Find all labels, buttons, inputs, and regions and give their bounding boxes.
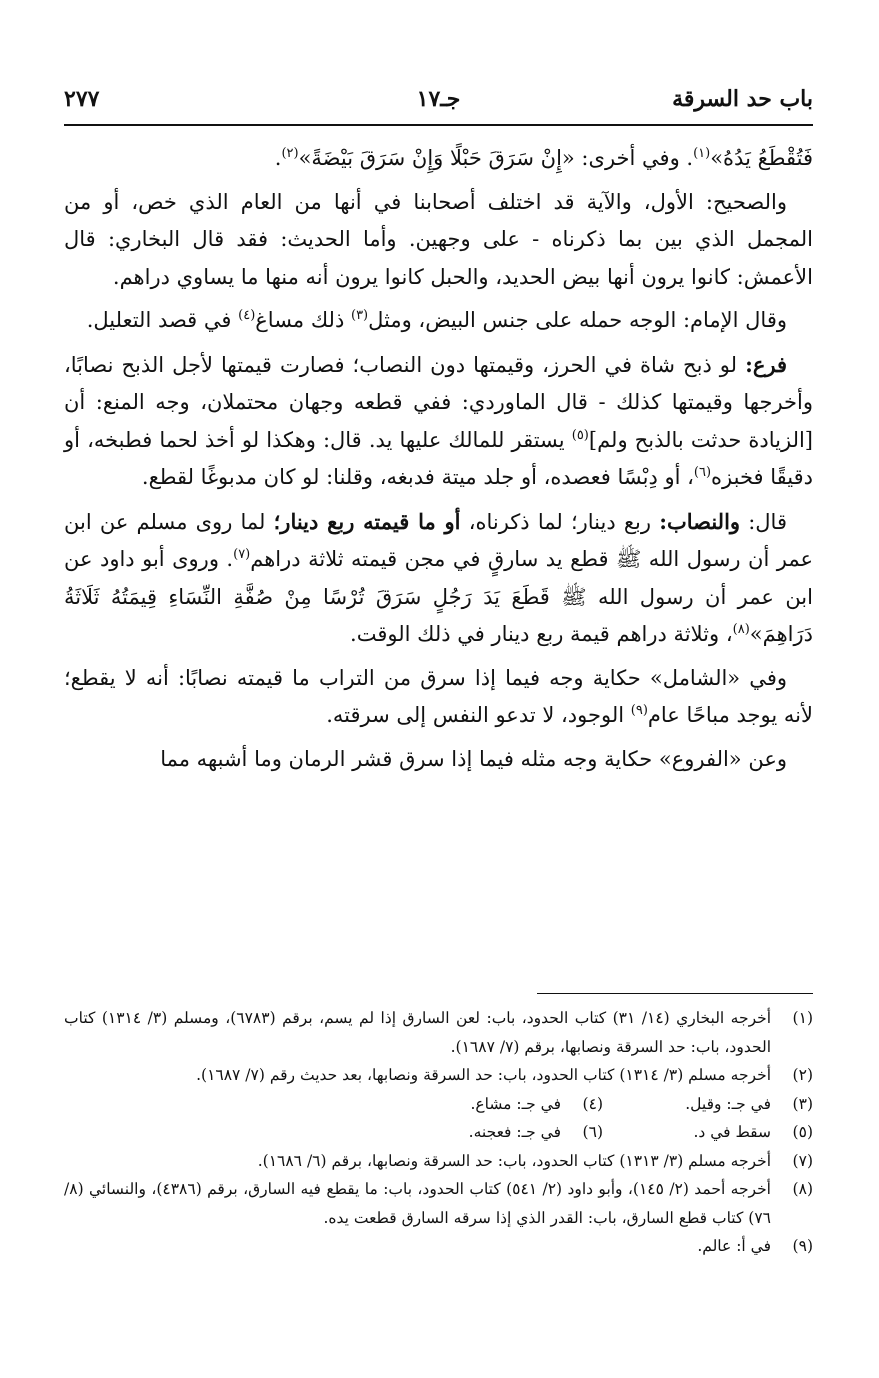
footnote-ref[interactable]: (٤) — [238, 308, 256, 323]
footnote-text: أخرجه أحمد (٢/ ١٤٥)، وأبو داود (٢/ ٥٤١) كتاب الحدود، باب: ما يقطع فيه السارق، برقم (٤٣٨٦)، والنسائي (٨/ ٧٦) كتاب قطع السارق، باب: القدر الذي إذا سرقه السارق قطعت يده. — [64, 1180, 771, 1227]
text-run: وفي «الشامل» حكاية وجه فيما إذا سرق من التراب ما قيمته نصابًا: أنه لا يقطع؛ لأنه يوجد مباحًا عام — [64, 665, 813, 727]
text-run: لما روى مسلم عن ابن عمر أن رسول الله ﷺ قطع يد سارقٍ في مجن قيمته ثلاثة دراهم — [64, 509, 813, 571]
footnote-3 — [603, 1090, 813, 1119]
footnote-6 — [393, 1118, 603, 1147]
text-run: قال: — [740, 509, 787, 534]
footnote-number: (٧) — [792, 1151, 813, 1170]
footnote-4 — [393, 1090, 603, 1119]
footnote-9 — [64, 1232, 813, 1261]
text-run: يستقر للمالك عليها يد. قال: وهكذا لو أخذ لحما فطبخه، أو دقيقًا فخبزه — [64, 427, 813, 489]
footnote-text: أخرجه البخاري (١٤/ ٣١) كتاب الحدود، باب: لعن السارق إذا لم يسم، برقم (٦٧٨٣)، ومسلم (٣/ ١٣١٤) كتاب الحدود، باب: حد السرقة ونصابها، برقم (٧/ ١٦٨٧). — [64, 1009, 772, 1056]
text-run: . وفي أخرى: «إِنْ سَرَقَ حَبْلًا وَإِنْ سَرَقَ بَيْضَةً» — [298, 146, 694, 170]
paragraph-5 — [64, 503, 813, 654]
chapter-title: باب حد السرقة — [672, 86, 813, 112]
footnote-number: (٨) — [792, 1180, 813, 1198]
footnote-5 — [603, 1118, 813, 1147]
footnote-ref[interactable]: (٨) — [732, 622, 750, 637]
footnote-ref[interactable]: (٦) — [693, 465, 712, 480]
footnote-1 — [64, 1004, 813, 1061]
footnote-ref[interactable]: (٧) — [233, 547, 251, 562]
footnote-text: في أ: عالم. — [697, 1237, 771, 1255]
footnotes — [64, 1004, 813, 1261]
text-run: . وروى أبو داود عن ابن عمر أن رسول الله ﷺ قَطَعَ يَدَ رَجُلٍ سَرَقَ تُرْسًا مِنْ صُفَّةِ النِّسَاءِ قِيمَتُهُ ثَلَاثَةُ دَرَاهِمَ» — [64, 547, 813, 646]
volume-label: جـ١٧ — [416, 86, 461, 112]
paragraph-4 — [64, 346, 813, 497]
footnote-text: أخرجه مسلم (٣/ ١٣١٤) كتاب الحدود، باب: حد السرقة ونصابها، بعد حديث رقم (٧/ ١٦٨٧). — [196, 1066, 771, 1084]
footnote-text: سقط في د. — [693, 1123, 771, 1141]
footnote-row-3-4 — [64, 1090, 813, 1119]
footnote-2 — [64, 1061, 813, 1090]
text-run: ، أو دِبْسًا فعصده، أو جلد ميتة فدبغه، وقلنا: لو كان مدبوغًا لقطع. — [141, 465, 694, 489]
text-run: الوجود، لا تدعو النفس إلى سرقته. — [326, 703, 631, 727]
footnote-7 — [64, 1147, 813, 1176]
paragraph-7: وعن «الفروع» حكاية وجه مثله فيما إذا سرق قشر الرمان وما أشبهه مما — [160, 746, 787, 771]
text-run: ، وثلاثة دراهم قيمة ربع دينار في ذلك الوقت. — [350, 622, 733, 646]
paragraph-2: والصحيح: الأول، والآية قد اختلف أصحابنا في أنها من العام الذي خص، أو من المجمل الذي بين بما ذكرناه - على وجهين. وأما الحديث: فقد قال البخاري: قال الأعمش: كانوا يرون أنها بيض الحديد، والحبل كانوا يرون أنه منها ما يساوي دراهم. — [64, 189, 813, 289]
main-text — [64, 140, 813, 784]
footnote-8 — [64, 1175, 813, 1232]
footnote-row-5-6 — [64, 1118, 813, 1147]
footnote-number: (٩) — [792, 1237, 813, 1255]
text-run: في قصد التعليل. — [86, 308, 239, 332]
footnote-text: أخرجه مسلم (٣/ ١٣١٣) كتاب الحدود، باب: حد السرقة ونصابها، برقم (٦/ ١٦٨٦). — [257, 1151, 771, 1170]
text-run: . — [274, 146, 282, 170]
matn-bold: أو ما قيمته ربع دينار؛ — [273, 508, 461, 534]
footnote-ref[interactable]: (٢) — [281, 146, 299, 161]
footnote-number: (٢) — [792, 1066, 813, 1084]
footnote-ref[interactable]: (٣) — [350, 308, 369, 323]
section-lead: فرع: — [745, 351, 787, 377]
paragraph-1 — [64, 140, 813, 178]
header-rule — [64, 124, 813, 126]
text-run: وقال الإمام: الوجه حمله على جنس البيض، ومثل — [368, 308, 787, 332]
footnote-text: في جـ: مشاع. — [470, 1094, 561, 1113]
text-run: لو ذبح شاة في الحرز، وقيمتها دون النصاب؛ فصارت قيمتها لأجل الذبح نصابًا، وأخرجها وقيمتها كذلك - قال الماوردي: ففي قطعه وجهان محتملان، وجه المنع: أن [الزيادة حدثت بالذبح ولم] — [64, 352, 813, 452]
text-run: فَتُقْطَعُ يَدُهُ» — [710, 146, 813, 170]
footnote-number: (١) — [792, 1009, 813, 1027]
text-run: ذلك مساغ — [255, 308, 351, 332]
footnote-separator — [537, 993, 813, 994]
footnote-number: (٥) — [792, 1123, 813, 1141]
paragraph-6 — [64, 660, 813, 735]
footnote-ref[interactable]: (١) — [693, 146, 711, 161]
footnote-ref[interactable]: (٩) — [630, 703, 648, 718]
paragraph-3 — [64, 302, 813, 340]
footnote-number: (٣) — [792, 1094, 813, 1113]
footnote-number: (٦) — [582, 1123, 603, 1141]
text-run: ربع دينار؛ لما ذكرناه، — [460, 509, 660, 534]
footnote-ref[interactable]: (٥) — [571, 427, 589, 443]
matn-bold: والنصاب: — [659, 508, 741, 534]
page-number: ٢٧٧ — [64, 86, 100, 112]
footnote-number: (٤) — [582, 1094, 603, 1113]
footnote-text: في جـ: فعجنه. — [468, 1123, 561, 1141]
footnote-text: في جـ: وقيل. — [685, 1094, 771, 1113]
running-header — [64, 86, 813, 122]
